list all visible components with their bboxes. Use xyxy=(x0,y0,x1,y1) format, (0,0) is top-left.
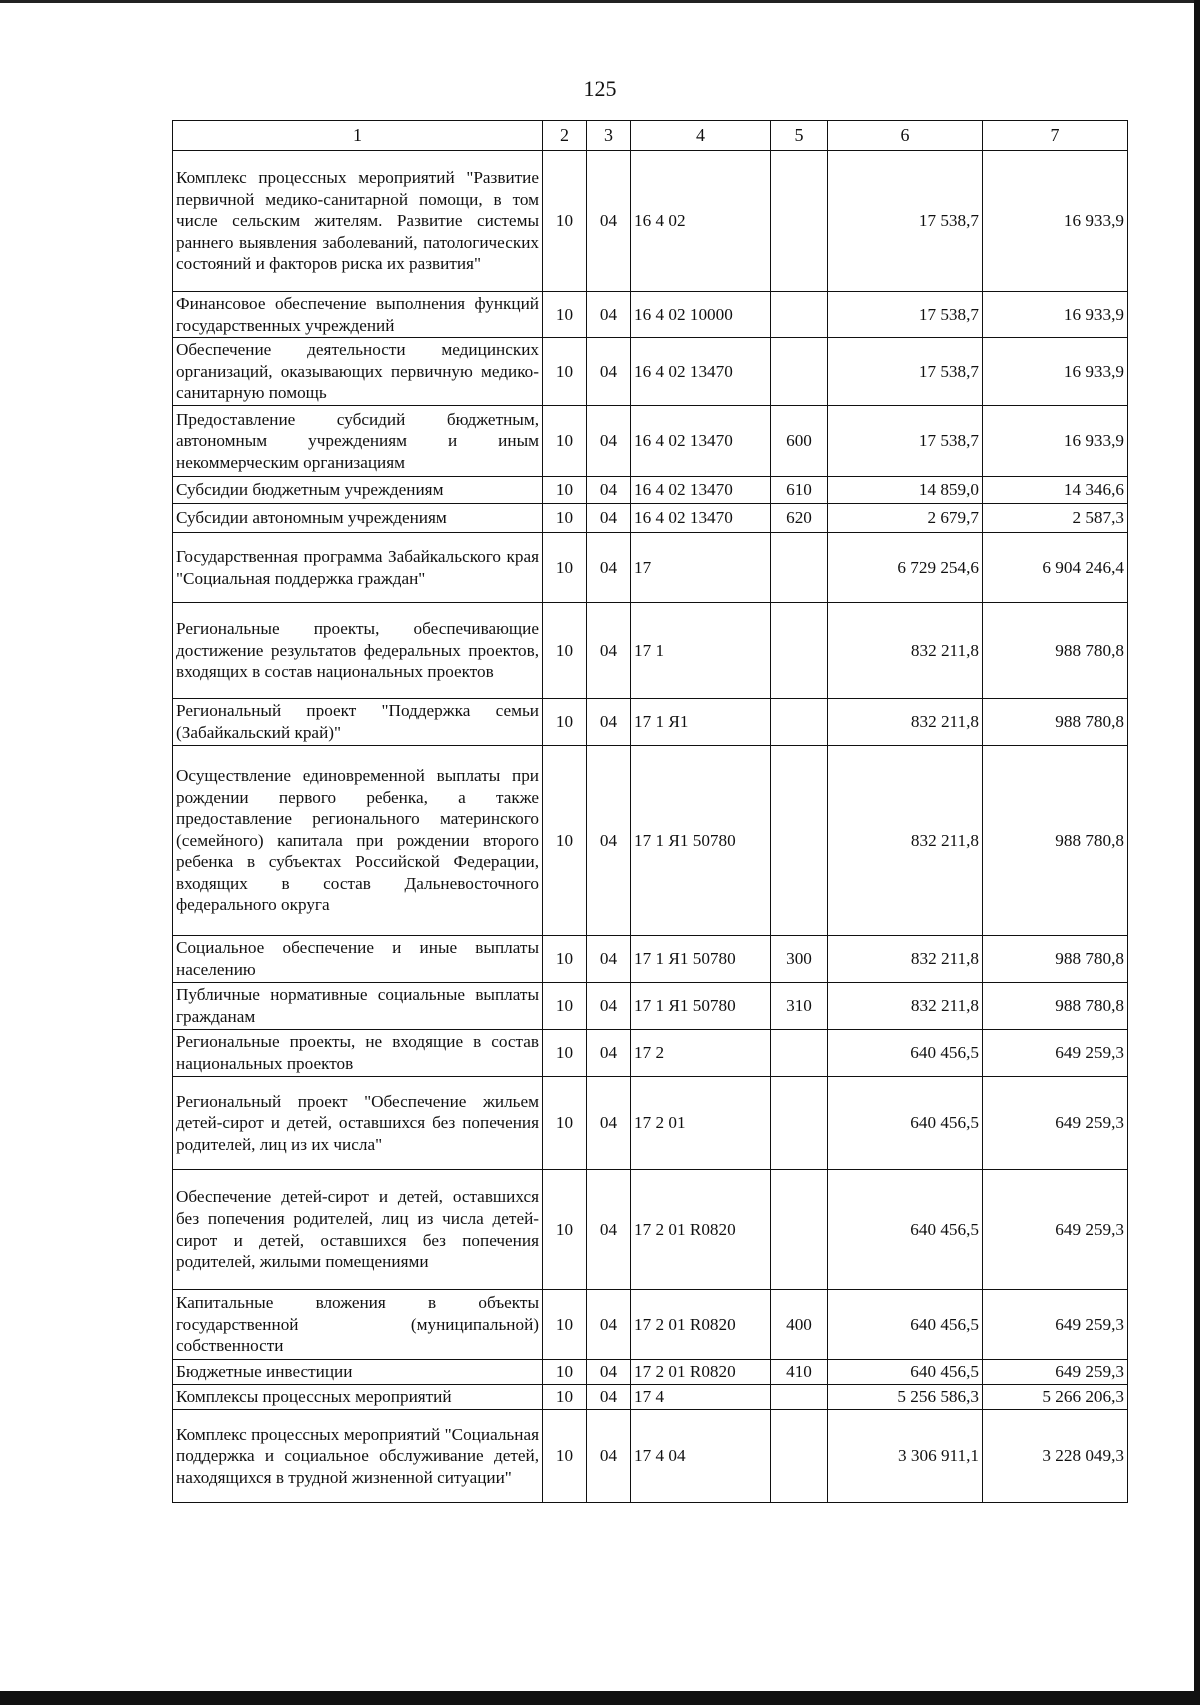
row-expense-type xyxy=(771,151,828,292)
row-target-code: 17 1 Я1 50780 xyxy=(631,936,771,983)
row-target-code: 16 4 02 xyxy=(631,151,771,292)
table-row xyxy=(173,1077,1128,1170)
row-amount-1: 640 456,5 xyxy=(828,1290,983,1360)
row-subsection: 04 xyxy=(587,1410,631,1503)
scan-edge-top xyxy=(0,0,1200,3)
row-section: 10 xyxy=(543,406,587,477)
row-subsection: 04 xyxy=(587,699,631,746)
row-expense-type xyxy=(771,746,828,936)
row-subsection: 04 xyxy=(587,1030,631,1077)
row-target-code: 16 4 02 13470 xyxy=(631,477,771,504)
row-amount-1: 640 456,5 xyxy=(828,1077,983,1170)
row-target-code: 17 4 xyxy=(631,1385,771,1410)
row-amount-2: 649 259,3 xyxy=(983,1170,1128,1290)
row-section: 10 xyxy=(543,151,587,292)
row-section: 10 xyxy=(543,1170,587,1290)
row-amount-1: 640 456,5 xyxy=(828,1170,983,1290)
row-subsection: 04 xyxy=(587,477,631,504)
row-target-code: 17 2 01 R0820 xyxy=(631,1290,771,1360)
table-row xyxy=(173,603,1128,699)
row-expense-type xyxy=(771,1170,828,1290)
row-amount-2: 6 904 246,4 xyxy=(983,533,1128,603)
row-subsection: 04 xyxy=(587,1077,631,1170)
header-row xyxy=(173,121,1128,151)
table-row xyxy=(173,699,1128,746)
row-amount-2: 649 259,3 xyxy=(983,1290,1128,1360)
row-name: Субсидии бюджетным учреждениям xyxy=(173,477,543,504)
row-name: Комплексы процессных мероприятий xyxy=(173,1385,543,1410)
row-amount-2: 16 933,9 xyxy=(983,338,1128,406)
row-target-code: 17 2 xyxy=(631,1030,771,1077)
row-name: Региональный проект "Поддержка семьи (Забайкальский край)" xyxy=(173,699,543,746)
row-subsection: 04 xyxy=(587,338,631,406)
header-cell-3: 3 xyxy=(587,121,631,151)
row-amount-2: 649 259,3 xyxy=(983,1077,1128,1170)
row-target-code: 17 xyxy=(631,533,771,603)
row-name: Социальное обеспечение и иные выплаты населению xyxy=(173,936,543,983)
table-row xyxy=(173,746,1128,936)
row-section: 10 xyxy=(543,338,587,406)
row-name: Региональные проекты, не входящие в состав национальных проектов xyxy=(173,1030,543,1077)
row-amount-1: 3 306 911,1 xyxy=(828,1410,983,1503)
row-subsection: 04 xyxy=(587,1290,631,1360)
row-expense-type: 610 xyxy=(771,477,828,504)
table-row xyxy=(173,1290,1128,1360)
table-row xyxy=(173,151,1128,292)
row-amount-2: 649 259,3 xyxy=(983,1360,1128,1385)
row-subsection: 04 xyxy=(587,504,631,533)
row-amount-2: 14 346,6 xyxy=(983,477,1128,504)
row-expense-type xyxy=(771,1385,828,1410)
row-amount-1: 6 729 254,6 xyxy=(828,533,983,603)
row-amount-1: 14 859,0 xyxy=(828,477,983,504)
row-amount-2: 3 228 049,3 xyxy=(983,1410,1128,1503)
row-name: Комплекс процессных мероприятий "Социальная поддержка и социальное обслуживание детей, находящихся в трудной жизненной ситуации" xyxy=(173,1410,543,1503)
row-target-code: 16 4 02 13470 xyxy=(631,406,771,477)
row-amount-1: 17 538,7 xyxy=(828,338,983,406)
table-row xyxy=(173,477,1128,504)
table-row xyxy=(173,504,1128,533)
row-amount-1: 832 211,8 xyxy=(828,936,983,983)
header-cell-6: 6 xyxy=(828,121,983,151)
table-row xyxy=(173,1385,1128,1410)
budget-table xyxy=(172,120,1128,1503)
header-cell-2: 2 xyxy=(543,121,587,151)
row-amount-2: 5 266 206,3 xyxy=(983,1385,1128,1410)
row-section: 10 xyxy=(543,533,587,603)
row-section: 10 xyxy=(543,1410,587,1503)
row-expense-type xyxy=(771,338,828,406)
row-amount-2: 649 259,3 xyxy=(983,1030,1128,1077)
row-name: Публичные нормативные социальные выплаты гражданам xyxy=(173,983,543,1030)
row-amount-2: 2 587,3 xyxy=(983,504,1128,533)
row-name: Капитальные вложения в объекты государственной (муниципальной) собственности xyxy=(173,1290,543,1360)
table-row xyxy=(173,936,1128,983)
row-amount-1: 17 538,7 xyxy=(828,406,983,477)
row-target-code: 17 1 Я1 xyxy=(631,699,771,746)
row-section: 10 xyxy=(543,477,587,504)
row-amount-1: 832 211,8 xyxy=(828,699,983,746)
row-section: 10 xyxy=(543,1290,587,1360)
row-name: Региональный проект "Обеспечение жильем детей-сирот и детей, оставшихся без попечения родителей, лиц из их числа" xyxy=(173,1077,543,1170)
table-row xyxy=(173,1360,1128,1385)
row-amount-2: 16 933,9 xyxy=(983,292,1128,338)
row-amount-1: 17 538,7 xyxy=(828,292,983,338)
row-subsection: 04 xyxy=(587,746,631,936)
row-expense-type xyxy=(771,533,828,603)
header-cell-7: 7 xyxy=(983,121,1128,151)
row-amount-1: 832 211,8 xyxy=(828,983,983,1030)
row-section: 10 xyxy=(543,1077,587,1170)
row-name: Обеспечение детей-сирот и детей, оставшихся без попечения родителей, лиц из числа детей-сирот и детей, оставшихся без попечения родителей, жилыми помещениями xyxy=(173,1170,543,1290)
row-section: 10 xyxy=(543,603,587,699)
row-target-code: 17 2 01 R0820 xyxy=(631,1170,771,1290)
row-subsection: 04 xyxy=(587,1360,631,1385)
row-amount-1: 5 256 586,3 xyxy=(828,1385,983,1410)
row-amount-2: 988 780,8 xyxy=(983,936,1128,983)
table-row xyxy=(173,983,1128,1030)
row-amount-1: 17 538,7 xyxy=(828,151,983,292)
row-section: 10 xyxy=(543,746,587,936)
row-subsection: 04 xyxy=(587,936,631,983)
row-section: 10 xyxy=(543,1360,587,1385)
row-name: Осуществление единовременной выплаты при рождении первого ребенка, а также предоставление регионального материнского (семейного) капитала при рождении второго ребенка в субъектах Российской Федерации, входящих в состав Дальневосточного федерального округа xyxy=(173,746,543,936)
row-amount-2: 988 780,8 xyxy=(983,699,1128,746)
row-target-code: 17 2 01 R0820 xyxy=(631,1360,771,1385)
table-row xyxy=(173,1030,1128,1077)
row-expense-type xyxy=(771,699,828,746)
row-section: 10 xyxy=(543,1385,587,1410)
row-section: 10 xyxy=(543,504,587,533)
row-subsection: 04 xyxy=(587,1170,631,1290)
row-section: 10 xyxy=(543,936,587,983)
row-amount-2: 988 780,8 xyxy=(983,746,1128,936)
row-section: 10 xyxy=(543,983,587,1030)
row-subsection: 04 xyxy=(587,533,631,603)
row-name: Субсидии автономным учреждениям xyxy=(173,504,543,533)
row-target-code: 17 1 Я1 50780 xyxy=(631,746,771,936)
row-target-code: 17 4 04 xyxy=(631,1410,771,1503)
row-amount-2: 16 933,9 xyxy=(983,406,1128,477)
table-row xyxy=(173,292,1128,338)
row-amount-1: 640 456,5 xyxy=(828,1360,983,1385)
row-target-code: 17 1 xyxy=(631,603,771,699)
header-cell-4: 4 xyxy=(631,121,771,151)
row-target-code: 16 4 02 13470 xyxy=(631,504,771,533)
table-row xyxy=(173,1170,1128,1290)
row-subsection: 04 xyxy=(587,292,631,338)
table-row xyxy=(173,406,1128,477)
row-target-code: 17 1 Я1 50780 xyxy=(631,983,771,1030)
row-expense-type: 400 xyxy=(771,1290,828,1360)
table-row xyxy=(173,1410,1128,1503)
row-name: Государственная программа Забайкальского края "Социальная поддержка граждан" xyxy=(173,533,543,603)
row-target-code: 16 4 02 13470 xyxy=(631,338,771,406)
row-expense-type: 410 xyxy=(771,1360,828,1385)
scan-edge-right xyxy=(1194,0,1200,1705)
row-target-code: 16 4 02 10000 xyxy=(631,292,771,338)
row-expense-type: 620 xyxy=(771,504,828,533)
row-expense-type xyxy=(771,292,828,338)
row-amount-2: 988 780,8 xyxy=(983,983,1128,1030)
scan-edge-bottom xyxy=(0,1691,1200,1705)
row-amount-2: 988 780,8 xyxy=(983,603,1128,699)
row-expense-type xyxy=(771,1410,828,1503)
row-amount-1: 2 679,7 xyxy=(828,504,983,533)
row-subsection: 04 xyxy=(587,406,631,477)
row-subsection: 04 xyxy=(587,151,631,292)
row-target-code: 17 2 01 xyxy=(631,1077,771,1170)
row-subsection: 04 xyxy=(587,1385,631,1410)
row-amount-1: 832 211,8 xyxy=(828,603,983,699)
row-name: Обеспечение деятельности медицинских организаций, оказывающих первичную медико-санитарную помощь xyxy=(173,338,543,406)
row-expense-type: 600 xyxy=(771,406,828,477)
row-expense-type: 310 xyxy=(771,983,828,1030)
row-expense-type: 300 xyxy=(771,936,828,983)
row-subsection: 04 xyxy=(587,603,631,699)
row-section: 10 xyxy=(543,1030,587,1077)
row-amount-1: 832 211,8 xyxy=(828,746,983,936)
table-row xyxy=(173,338,1128,406)
page-number: 125 xyxy=(583,76,617,101)
row-expense-type xyxy=(771,1077,828,1170)
row-amount-2: 16 933,9 xyxy=(983,151,1128,292)
table-row xyxy=(173,533,1128,603)
row-expense-type xyxy=(771,1030,828,1077)
row-subsection: 04 xyxy=(587,983,631,1030)
row-name: Региональные проекты, обеспечивающие достижение результатов федеральных проектов, входящих в состав национальных проектов xyxy=(173,603,543,699)
row-name: Предоставление субсидий бюджетным, автономным учреждениям и иным некоммерческим организациям xyxy=(173,406,543,477)
row-name: Финансовое обеспечение выполнения функций государственных учреждений xyxy=(173,292,543,338)
header-cell-1: 1 xyxy=(173,121,543,151)
row-section: 10 xyxy=(543,699,587,746)
row-name: Комплекс процессных мероприятий "Развитие первичной медико-санитарной помощи, в том числе сельским жителям. Развитие системы раннего выявления заболеваний, патологических состояний и факторов риска их развития" xyxy=(173,151,543,292)
header-cell-5: 5 xyxy=(771,121,828,151)
row-expense-type xyxy=(771,603,828,699)
row-amount-1: 640 456,5 xyxy=(828,1030,983,1077)
row-section: 10 xyxy=(543,292,587,338)
row-name: Бюджетные инвестиции xyxy=(173,1360,543,1385)
